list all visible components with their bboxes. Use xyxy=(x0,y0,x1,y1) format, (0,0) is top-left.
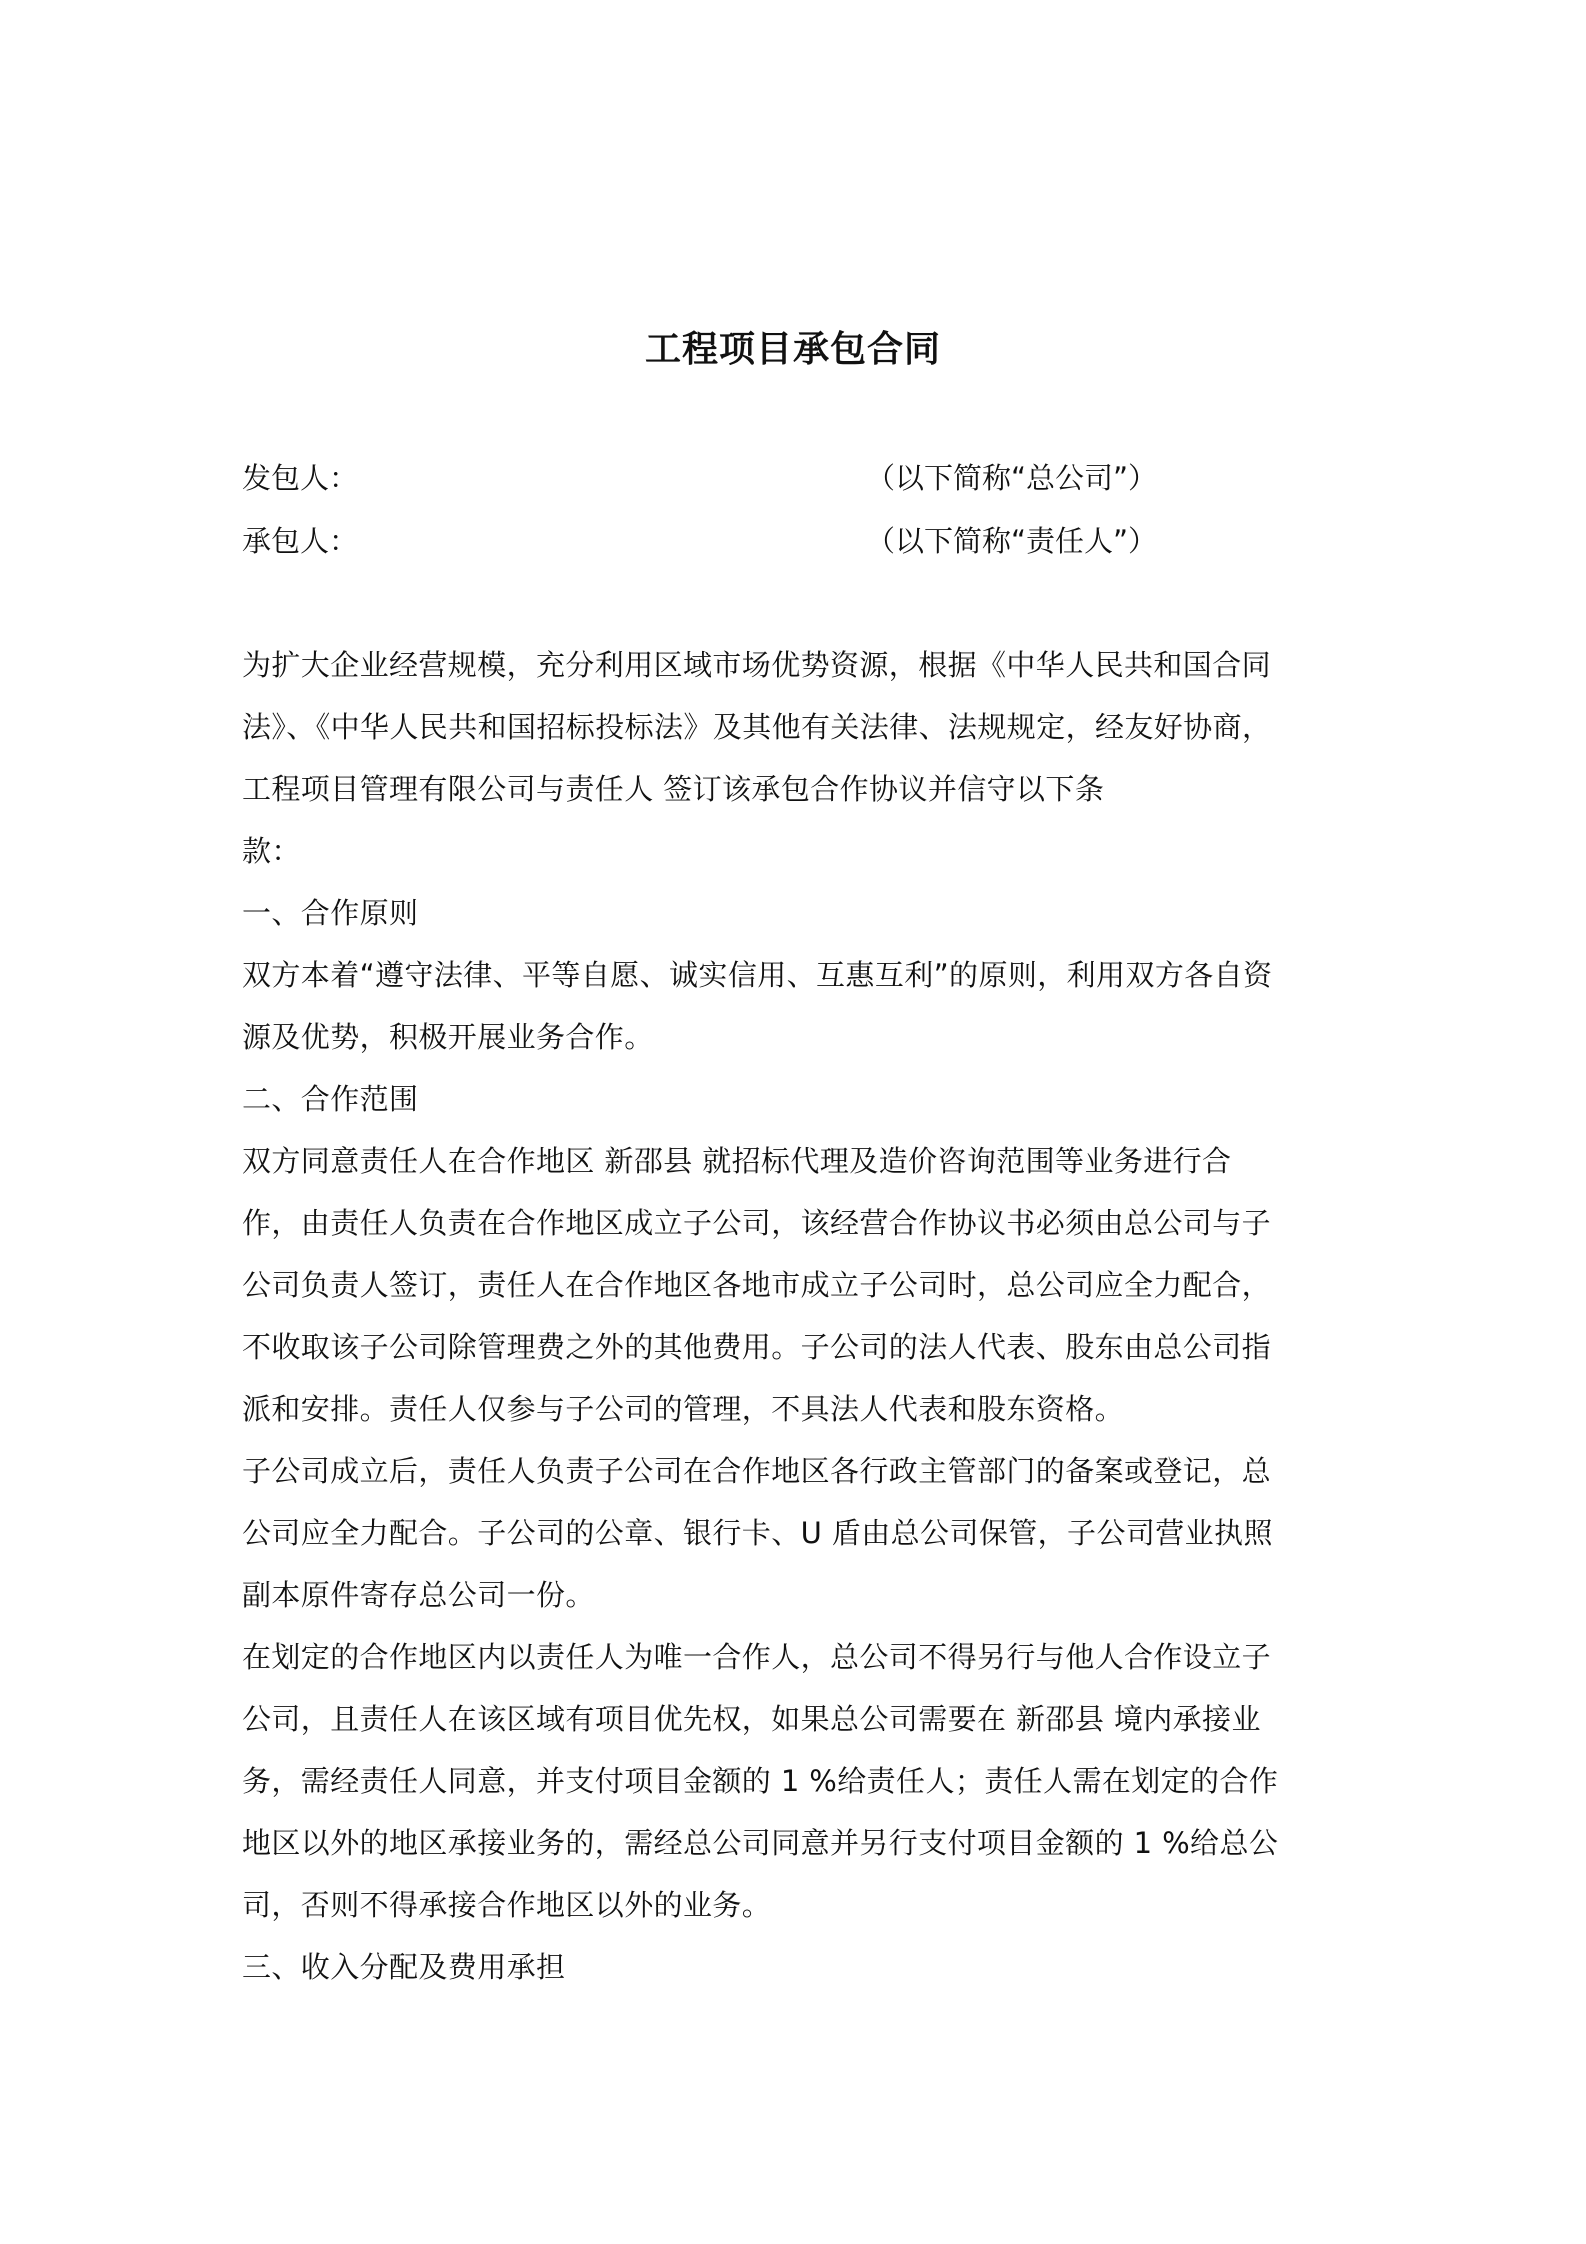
body-line: 公司，且责任人在该区域有项目优先权，如果总公司需要在 新邵县 境内承接业 xyxy=(242,1702,1261,1736)
body-line: 作，由责任人负责在合作地区成立子公司，该经营合作协议书必须由总公司与子 xyxy=(242,1206,1272,1240)
section-heading: 一、合作原则 xyxy=(242,896,419,930)
body-line: 派和安排。责任人仅参与子公司的管理，不具法人代表和股东资格。 xyxy=(242,1392,1125,1426)
party-note: （以下简称“总公司”） xyxy=(866,461,1158,495)
body-line: 源及优势，积极开展业务合作。 xyxy=(242,1020,654,1054)
body-line: 公司应全力配合。子公司的公章、银行卡、U 盾由总公司保管，子公司营业执照 xyxy=(242,1516,1273,1550)
body-line: 款： xyxy=(242,834,301,868)
body-line: 工程项目管理有限公司与责任人 签订该承包合作协议并信守以下条 xyxy=(242,772,1105,806)
section-heading: 三、收入分配及费用承担 xyxy=(242,1950,566,1984)
party-label: 发包人： xyxy=(242,461,359,495)
body-line: 不收取该子公司除管理费之外的其他费用。子公司的法人代表、股东由总公司指 xyxy=(242,1330,1272,1364)
body-line: 双方同意责任人在合作地区 新邵县 就招标代理及造价咨询范围等业务进行合 xyxy=(242,1144,1232,1178)
body-line: 公司负责人签订，责任人在合作地区各地市成立子公司时，总公司应全力配合， xyxy=(242,1268,1272,1302)
body-line: 法》、《中华人民共和国招标投标法》及其他有关法律、法规规定，经友好协商， xyxy=(242,710,1272,744)
body-line: 副本原件寄存总公司一份。 xyxy=(242,1578,595,1612)
body-line: 地区以外的地区承接业务的，需经总公司同意并另行支付项目金额的 1 %给总公 xyxy=(242,1826,1279,1860)
party-note: （以下简称“责任人”） xyxy=(866,524,1158,558)
party-label: 承包人： xyxy=(242,524,359,558)
body-line: 为扩大企业经营规模，充分利用区域市场优势资源，根据《中华人民共和国合同 xyxy=(242,648,1272,682)
body-line: 务，需经责任人同意，并支付项目金额的 1 %给责任人；责任人需在划定的合作 xyxy=(242,1764,1279,1798)
party-contractor xyxy=(242,521,1158,561)
section-heading: 二、合作范围 xyxy=(242,1082,419,1116)
page-title: 工程项目承包合同 xyxy=(644,329,941,370)
body-line: 司，否则不得承接合作地区以外的业务。 xyxy=(242,1888,772,1922)
body-line: 子公司成立后，责任人负责子公司在合作地区各行政主管部门的备案或登记，总 xyxy=(242,1454,1272,1488)
party-employer xyxy=(242,458,1158,498)
body-line: 双方本着“遵守法律、平等自愿、诚实信用、互惠互利”的原则，利用双方各自资 xyxy=(242,958,1273,992)
body-line: 在划定的合作地区内以责任人为唯一合作人，总公司不得另行与他人合作设立子 xyxy=(242,1640,1272,1674)
